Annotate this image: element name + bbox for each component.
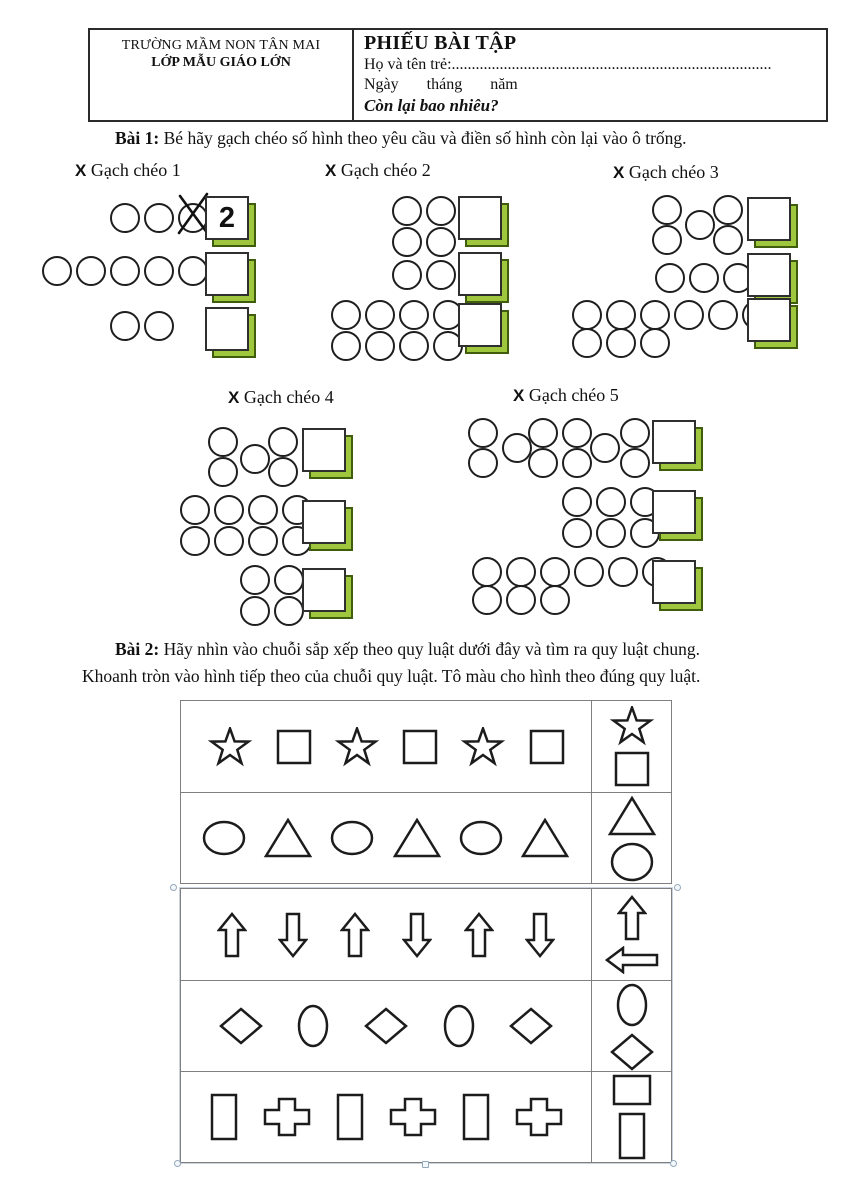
school-name: TRƯỜNG MẦM NON TÂN MAI — [121, 38, 321, 53]
circle-shape[interactable] — [674, 300, 704, 330]
circle-shape[interactable] — [180, 495, 210, 525]
name-field-dots: ................................................................................ — [451, 56, 772, 73]
cross-shape — [263, 1097, 311, 1137]
circle-shape[interactable] — [572, 300, 602, 330]
circle-shape[interactable] — [214, 526, 244, 556]
answer-value: 2 — [205, 196, 249, 240]
answer-box[interactable] — [205, 252, 258, 305]
diamond-shape[interactable] — [610, 1033, 654, 1071]
circle-shape[interactable] — [506, 557, 536, 587]
diamond-shape — [364, 1007, 408, 1045]
arrow-down-shape — [278, 912, 308, 958]
triangle-shape — [520, 817, 570, 859]
circle-shape[interactable] — [274, 565, 304, 595]
resize-handle[interactable] — [170, 884, 177, 891]
circle-shape[interactable] — [640, 300, 670, 330]
answer-box[interactable] — [302, 500, 355, 553]
circle-shape[interactable] — [596, 487, 626, 517]
oval-v-shape — [296, 1003, 330, 1049]
x-mark-icon: X — [513, 386, 525, 405]
pattern-sequence-cell — [181, 889, 592, 980]
circle-shape[interactable] — [562, 518, 592, 548]
circle-shape[interactable] — [606, 328, 636, 358]
circle-shape[interactable] — [399, 331, 429, 361]
circle-shape[interactable] — [468, 448, 498, 478]
answer-value — [458, 252, 502, 296]
oval-v-shape — [442, 1003, 476, 1049]
circle-shape[interactable] — [596, 518, 626, 548]
header-table — [88, 28, 828, 122]
answer-value — [747, 298, 791, 342]
circle-shape[interactable] — [574, 557, 604, 587]
square-shape — [529, 729, 565, 765]
answer-box[interactable] — [458, 196, 511, 249]
group-rows — [565, 160, 849, 405]
pattern-sequence-cell — [181, 701, 592, 792]
answer-box[interactable] — [652, 490, 705, 543]
answer-box[interactable] — [458, 252, 511, 305]
x-mark-icon: X — [613, 163, 625, 182]
group-label-text: Gạch chéo 5 — [528, 385, 619, 405]
circle-shape[interactable] — [42, 256, 72, 286]
pattern-sequence-cell — [181, 981, 592, 1071]
oval-h-shape — [202, 820, 246, 856]
arrow-up-shape[interactable] — [617, 895, 647, 941]
answer-value — [205, 307, 249, 351]
circle-shape[interactable] — [640, 328, 670, 358]
answer-value — [458, 196, 502, 240]
circle-shape[interactable] — [590, 433, 620, 463]
bai1-group-4 — [170, 385, 470, 630]
answer-box[interactable] — [747, 197, 800, 250]
circle-shape[interactable] — [214, 495, 244, 525]
group-rows — [435, 385, 735, 630]
circle-shape[interactable] — [208, 457, 238, 487]
oval-h-shape — [330, 820, 374, 856]
answer-box[interactable] — [652, 560, 705, 613]
answer-value — [747, 197, 791, 241]
pattern-row — [181, 980, 671, 1071]
x-mark-icon: X — [325, 161, 337, 180]
circle-shape[interactable] — [268, 457, 298, 487]
pattern-table-upper-box — [180, 700, 672, 884]
question-line: Còn lại bao nhiêu? — [364, 96, 499, 115]
square-shape[interactable] — [614, 751, 650, 787]
circle-shape[interactable] — [331, 331, 361, 361]
circle-shape[interactable] — [110, 256, 140, 286]
group-label-text: Gạch chéo 3 — [628, 162, 719, 182]
answer-value — [652, 560, 696, 604]
arrow-up-shape — [217, 912, 247, 958]
pattern-row — [181, 889, 671, 980]
circle-shape[interactable] — [472, 585, 502, 615]
answer-box[interactable] — [302, 428, 355, 481]
pattern-options-cell — [592, 981, 671, 1071]
circle-shape[interactable] — [392, 196, 422, 226]
answer-value — [652, 420, 696, 464]
answer-box[interactable] — [205, 196, 258, 249]
pattern-row — [181, 792, 671, 883]
circle-shape[interactable] — [268, 427, 298, 457]
circle-shape[interactable] — [540, 557, 570, 587]
star-shape — [460, 727, 506, 767]
pattern-sequence-cell — [181, 1072, 592, 1162]
circle-shape[interactable] — [685, 210, 715, 240]
answer-box[interactable] — [747, 298, 800, 351]
group-label-text: Gạch chéo 2 — [340, 160, 431, 180]
circle-shape[interactable] — [608, 557, 638, 587]
circle-shape[interactable] — [528, 418, 558, 448]
circle-shape[interactable] — [392, 260, 422, 290]
triangle-shape — [263, 817, 313, 859]
answer-box[interactable] — [458, 303, 511, 356]
bai1-text: Bé hãy gạch chéo số hình theo yêu cầu và điền số hình còn lại vào ô trống. — [163, 128, 687, 148]
circle-shape[interactable] — [610, 842, 654, 882]
answer-box[interactable] — [302, 568, 355, 621]
arrow-down-shape — [525, 912, 555, 958]
circle-shape[interactable] — [540, 585, 570, 615]
circle-shape[interactable] — [528, 448, 558, 478]
circle-shape[interactable] — [240, 444, 270, 474]
answer-value — [302, 568, 346, 612]
circle-shape[interactable] — [274, 596, 304, 626]
triangle-shape — [392, 817, 442, 859]
star-shape — [334, 727, 380, 767]
circle-shape[interactable] — [178, 203, 208, 233]
resize-handle[interactable] — [670, 1160, 677, 1167]
x-mark-icon: X — [75, 161, 87, 180]
bai2-label: Bài 2: — [115, 639, 160, 659]
group-label-text: Gạch chéo 4 — [243, 387, 334, 407]
circle-shape[interactable] — [426, 196, 456, 226]
circle-shape[interactable] — [365, 300, 395, 330]
star-shape — [207, 727, 253, 767]
circle-shape[interactable] — [110, 311, 140, 341]
pattern-options-cell — [592, 889, 671, 980]
circle-shape[interactable] — [620, 418, 650, 448]
bai1-instruction — [115, 128, 687, 149]
oval-h-shape — [459, 820, 503, 856]
resize-handle[interactable] — [674, 884, 681, 891]
circle-shape[interactable] — [689, 263, 719, 293]
worksheet-title: PHIẾU BÀI TẬP — [364, 32, 517, 54]
name-field-label: Họ và tên trẻ: — [364, 56, 452, 73]
star-shape[interactable] — [609, 706, 655, 746]
bai1-group-1 — [40, 160, 340, 405]
circle-shape[interactable] — [240, 596, 270, 626]
arrow-up-shape — [340, 912, 370, 958]
circle-shape[interactable] — [620, 448, 650, 478]
circle-shape[interactable] — [240, 565, 270, 595]
circle-shape[interactable] — [713, 225, 743, 255]
circle-shape[interactable] — [76, 256, 106, 286]
bai2-text-line2: Khoanh tròn vào hình tiếp theo của chuỗi quy luật. Tô màu cho hình theo đúng quy luật. — [82, 666, 701, 686]
answer-value — [302, 500, 346, 544]
pattern-table — [180, 700, 672, 1165]
x-mark-icon: X — [228, 388, 240, 407]
circle-shape[interactable] — [144, 256, 174, 286]
square-shape — [276, 729, 312, 765]
class-name: LỚP MẪU GIÁO LỚN — [151, 55, 291, 70]
arrow-up-shape — [464, 912, 494, 958]
answer-value — [302, 428, 346, 472]
square-h-shape[interactable] — [612, 1074, 652, 1106]
oval-v-shape[interactable] — [615, 982, 649, 1028]
rect-v-shape[interactable] — [617, 1111, 647, 1161]
cross-shape — [515, 1097, 563, 1137]
header-right-cell — [354, 30, 826, 120]
circle-shape[interactable] — [248, 495, 278, 525]
answer-value — [205, 252, 249, 296]
pattern-row — [181, 701, 671, 792]
rect-v-shape — [461, 1092, 491, 1142]
circle-shape[interactable] — [562, 448, 592, 478]
bai1-group-5 — [435, 385, 735, 630]
circle-shape[interactable] — [248, 526, 278, 556]
circle-shape[interactable] — [426, 227, 456, 257]
circle-shape[interactable] — [472, 557, 502, 587]
circle-shape[interactable] — [652, 225, 682, 255]
group-label-text: Gạch chéo 1 — [90, 160, 181, 180]
circle-shape[interactable] — [426, 260, 456, 290]
arrow-down-shape — [402, 912, 432, 958]
circle-shape[interactable] — [399, 300, 429, 330]
group-rows — [170, 385, 470, 630]
rect-v-shape — [209, 1092, 239, 1142]
answer-box[interactable] — [205, 307, 258, 360]
circle-shape[interactable] — [392, 227, 422, 257]
pattern-options-cell — [592, 1072, 671, 1162]
bai2-text-line1: Hãy nhìn vào chuỗi sắp xếp theo quy luật dưới đây và tìm ra quy luật chung. — [163, 639, 700, 659]
circle-shape[interactable] — [506, 585, 536, 615]
pattern-sequence-cell — [181, 793, 592, 883]
circle-shape[interactable] — [331, 300, 361, 330]
rect-v-shape — [335, 1092, 365, 1142]
pattern-table-lower-box — [180, 888, 672, 1163]
cross-shape — [389, 1097, 437, 1137]
bai1-label: Bài 1: — [115, 128, 160, 148]
name-field[interactable] — [364, 56, 816, 74]
circle-shape[interactable] — [144, 311, 174, 341]
bai1-group-3 — [565, 160, 849, 405]
bai2-instruction — [82, 636, 802, 690]
group-rows — [40, 160, 340, 405]
circle-shape[interactable] — [713, 195, 743, 225]
circle-shape[interactable] — [606, 300, 636, 330]
pattern-options-cell — [592, 701, 671, 792]
answer-value — [652, 490, 696, 534]
circle-shape[interactable] — [365, 331, 395, 361]
circle-shape[interactable] — [708, 300, 738, 330]
diamond-shape — [509, 1007, 553, 1045]
pattern-row — [181, 1071, 671, 1162]
circle-shape[interactable] — [110, 203, 140, 233]
answer-box[interactable] — [652, 420, 705, 473]
circle-shape[interactable] — [144, 203, 174, 233]
circle-shape[interactable] — [208, 427, 238, 457]
resize-handle[interactable] — [174, 1160, 181, 1167]
circle-shape[interactable] — [652, 195, 682, 225]
circle-shape[interactable] — [468, 418, 498, 448]
arrow-left-shape[interactable] — [605, 946, 659, 974]
pattern-options-cell — [592, 793, 671, 883]
circle-shape[interactable] — [178, 256, 208, 286]
answer-value — [747, 253, 791, 297]
date-field[interactable]: Ngày tháng năm — [364, 76, 518, 93]
header-left-cell — [90, 30, 354, 120]
circle-shape[interactable] — [180, 526, 210, 556]
circle-shape[interactable] — [655, 263, 685, 293]
circle-shape[interactable] — [572, 328, 602, 358]
circle-shape[interactable] — [562, 418, 592, 448]
answer-value — [458, 303, 502, 347]
square-shape — [402, 729, 438, 765]
triangle-shape[interactable] — [607, 795, 657, 837]
circle-shape[interactable] — [562, 487, 592, 517]
resize-handle[interactable] — [422, 1161, 429, 1168]
diamond-shape — [219, 1007, 263, 1045]
